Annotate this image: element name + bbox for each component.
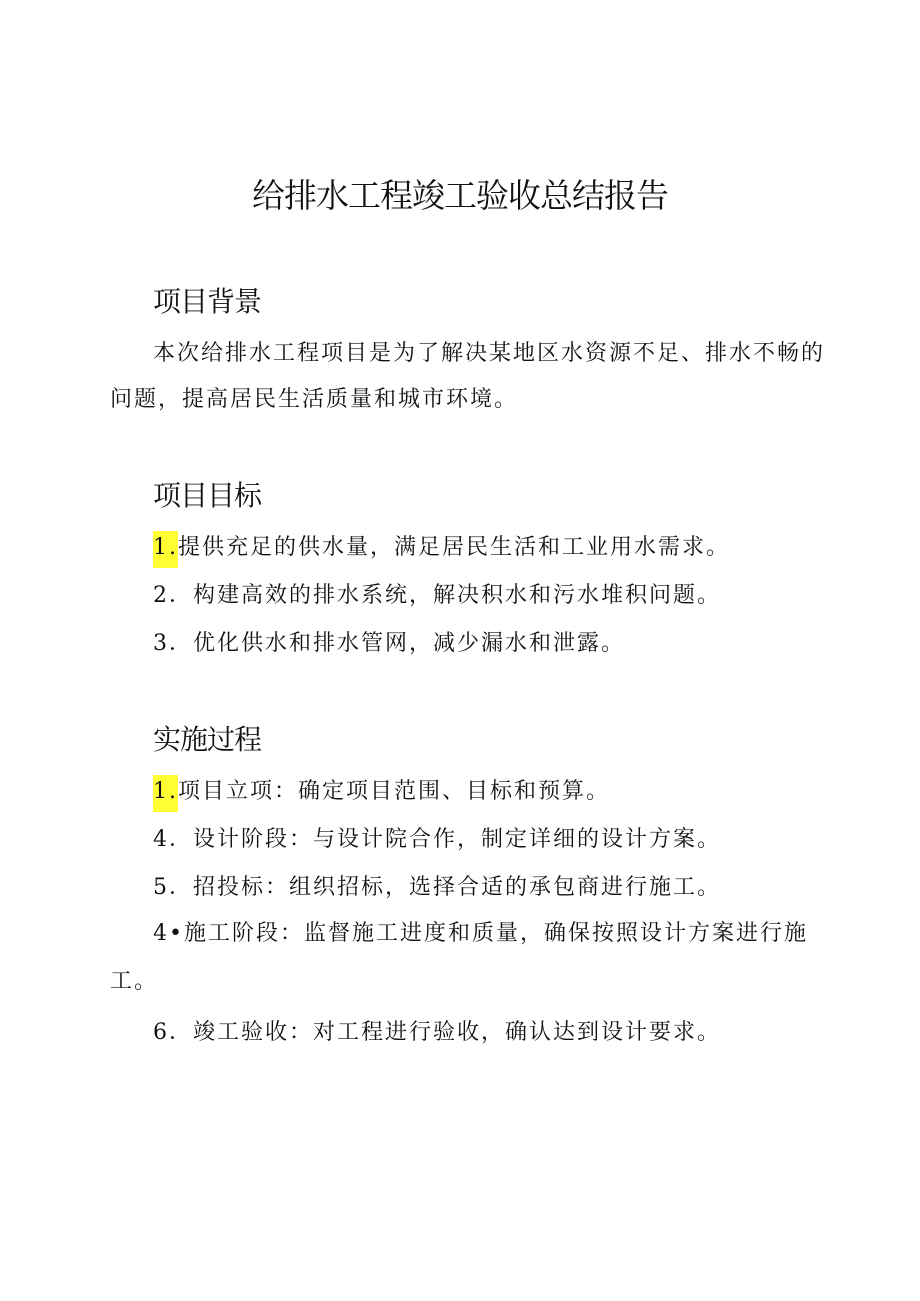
process-item-5 — [153, 1015, 721, 1046]
goal-item-2 — [153, 578, 721, 609]
highlighted-item-number: 1. — [153, 531, 178, 568]
document-title: 给排水工程竣工验收总结报告 — [252, 176, 668, 215]
goal-item-text: ．优化供水和排水管网，减少漏水和泄露。 — [169, 631, 626, 656]
section-heading-process: 实施过程 — [153, 723, 262, 756]
item-number: 4• — [153, 921, 184, 946]
highlighted-item-number: 1. — [153, 775, 178, 812]
background-paragraph-line-2: 问题，提高居民生活质量和城市环境。 — [110, 387, 519, 412]
section-heading-background: 项目背景 — [153, 285, 262, 318]
process-item-text: 施工阶段：监督施工进度和质量，确保按照设计方案进行施 — [183, 921, 808, 946]
goal-item-1 — [153, 530, 730, 561]
section-heading-goals: 项目目标 — [153, 479, 262, 512]
item-number: 5 — [153, 875, 169, 900]
item-number: 3 — [153, 631, 169, 656]
process-item-3 — [153, 870, 721, 901]
goal-item-text: 提供充足的供水量，满足居民生活和工业用水需求。 — [178, 535, 731, 560]
process-item-2 — [153, 822, 721, 853]
process-item-text: ．招投标：组织招标，选择合适的承包商进行施工。 — [169, 875, 722, 900]
process-item-text: ．竣工验收：对工程进行验收，确认达到设计要求。 — [169, 1020, 722, 1045]
process-item-1 — [153, 774, 610, 805]
process-item-4-continuation: 工。 — [110, 969, 159, 994]
item-number: 4 — [153, 827, 169, 852]
goal-item-text: ．构建高效的排水系统，解决积水和污水堆积问题。 — [169, 583, 722, 608]
item-number: 2 — [153, 583, 169, 608]
process-item-4 — [153, 916, 808, 947]
goal-item-3 — [153, 626, 625, 657]
process-item-text: 项目立项：确定项目范围、目标和预算。 — [178, 779, 611, 804]
process-item-text: ．设计阶段：与设计院合作，制定详细的设计方案。 — [169, 827, 722, 852]
item-number: 6 — [153, 1020, 169, 1045]
background-paragraph-line-1: 本次给排水工程项目是为了解决某地区水资源不足、排水不畅的 — [153, 341, 826, 366]
